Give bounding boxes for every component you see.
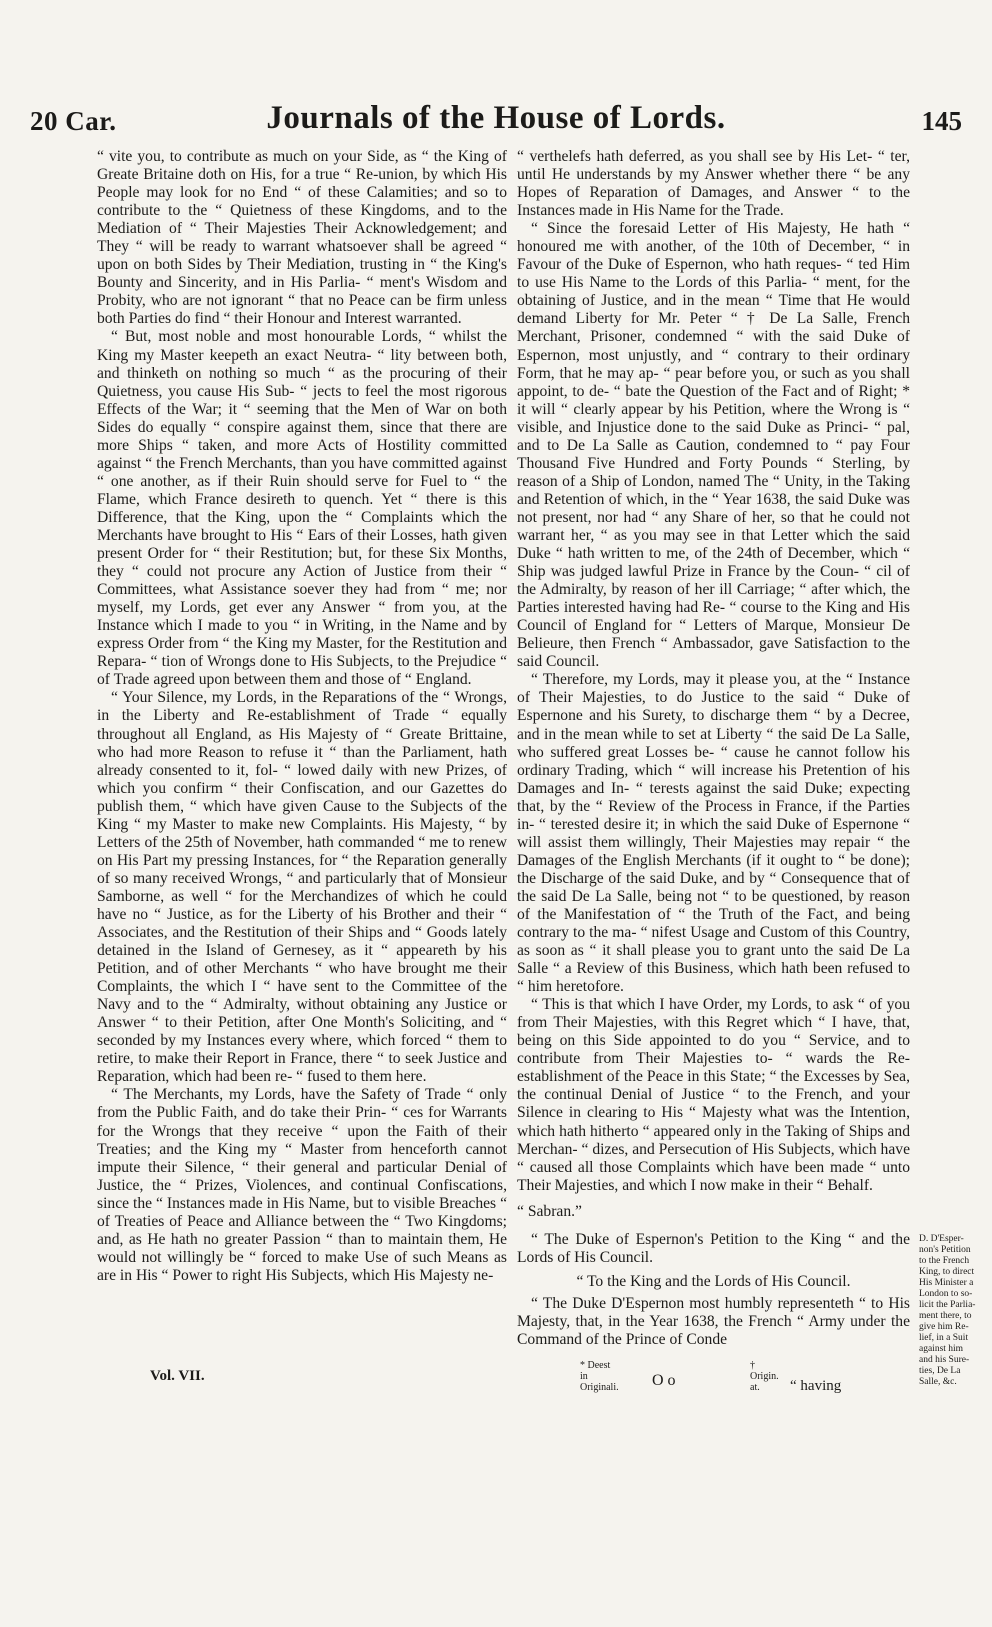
signature: “ Sabran.”: [517, 1202, 582, 1220]
paragraph: “ vite you, to contribute as much on your Side, as “ the King of Greate Britaine doth on His, for a true “ Re-union, by which His People may look for no End “ of these Calamities; and so to contribute to the “ Quietness of these Kingdoms, and to the Mediation of “ Their Majesties Their Acknowledgement; and They “ will be ready to warrant whatsoever shall be agreed “ upon on both Sides by Their Mediation, trusting in “ the King's Bounty and Sincerity, and in His Parlia- “ ment's Wisdom and Probity, who are not ignorant “ that no Peace can be firm unless both Parties do find “ their Honour and Interest warranted.: [97, 148, 507, 328]
footnote-2: † Origin. at.: [750, 1360, 779, 1393]
margin-note-line: licit the Parlia-: [919, 1300, 976, 1310]
margin-note-line: non's Petition: [919, 1245, 971, 1255]
running-head-left: 20 Car.: [30, 106, 117, 136]
paragraph: “ The Merchants, my Lords, have the Safety of Trade “ only from the Public Faith, and do take their Prin- “ ces for Warrants for the Wrongs that they receive “ upon the Faith of their Treaties; and the King my “ Master from henceforth cannot impute their Silence, “ their general and particular Denial of Justice, the “ Prizes, Violences, and continual Confiscations, since the “ Instances made in His Name, but to visible Breaches “ of Treaties of Peace and Alliance between the “ Two Kingdoms; and, as He hath no greater Passion “ than to maintain them, He would not willingly be “ forced to make Use of such Means as are in His “ Power to right His Subjects, which His Majesty ne-: [97, 1086, 507, 1284]
address-heading: “ To the King and the Lords of His Council.: [576, 1272, 851, 1290]
margin-note-line: against him: [919, 1344, 964, 1354]
petition-text: “ The Duke D'Espernon most humbly representeth “ to His Majesty, that, in the Year 1638, the French “ Army under the Command of the Prince of Conde: [517, 1294, 910, 1348]
margin-note-line: give him Re-: [919, 1322, 969, 1332]
paragraph: “ But, most noble and most honourable Lords, “ whilst the King my Master keepeth an exact Neutra- “ lity between both, and thinketh on nothing so much “ as the procuring of their Quietness, you cause His Sub- “ jects to feel the most rigorous Effects of the War; it “ seeming that the Men of War on both Sides do equally “ conspire against them, since that there are more Ships “ taken, and more Acts of Hostility committed against “ the French Merchants, than you have committed against “ one another, as if their Ruin should serve for Fuel to “ the Flame, which France desireth to quench. Yet “ there is this Difference, that the King, upon the “ Complaints which the Merchants have brought to His “ Ears of their Losses, hath given present Order for “ their Restitution; but, for these Six Months, they “ could not procure any Action of Justice from their “ Committees, what Assistance soever they had from “ me; nor myself, my Lords, get ever any Answer “ from you, at the Instance which I made to you “ in Writing, in the Name and by express Order from “ the King my Master, for the Restitution and Repara- “ tion of Wrongs done to His Subjects, to the Prejudice “ of Trade agreed upon between them and those of “ England.: [97, 328, 507, 689]
margin-note-line: Salle, &c.: [919, 1377, 957, 1387]
margin-note: [919, 1234, 985, 1388]
margin-note-line: and his Sure-: [919, 1355, 970, 1365]
margin-note-line: King, to direct: [919, 1267, 975, 1277]
margin-note-line: to the French: [919, 1256, 970, 1266]
right-column: [517, 148, 910, 1349]
paragraph: “ Your Silence, my Lords, in the Reparations of the “ Wrongs, in the Liberty and Re-establishment of Trade “ equally throughout all England, as His Majesty of “ Greate Brittaine, who had more Reason to refuse it “ than the Parliament, hath already consented to it, fol- “ lowed daily with new Prizes, of which you confirm “ their Confiscation, and our Gazettes do publish them, “ which have given Cause to the Subjects of the King “ my Master to make new Complaints. His Majesty, “ by Letters of the 25th of November, hath commanded “ me to renew on His Part my pressing Instances, for “ the Reparation generally of so many received Wrongs, “ and particularly that of Monsieur Samborne, as well “ for the Merchandizes of which he could have no “ Justice, as for the Liberty of his Brother and their “ Associates, and the Restitution of their Ships and “ Goods lately detained in the Island of Gernesey, as it “ appeareth by his Petition, and of other Merchants “ who have brought me their Complaints, the which I “ have sent to the Committee of the Navy and to the “ Admiralty, without obtaining any Justice or Answer “ to their Petition, after One Month's Soliciting, and “ seconded by my Instances every where, which forced “ them to retire, to make their Report in France, there “ to seek Justice and Reparation, which had been re- “ fused to them here.: [97, 689, 507, 1086]
running-title: Journals of the House of Lords.: [266, 100, 726, 136]
paragraph: “ verthelefs hath deferred, as you shall see by His Let- “ ter, until He understands by my Answer whether there “ be any Hopes of Reparation of Damages, and Answer “ to the Instances made in His Name for the Trade.: [517, 148, 910, 220]
margin-note-line: D. D'Esper-: [919, 1234, 964, 1244]
page-number: 145: [921, 106, 962, 136]
paragraph: “ Therefore, my Lords, may it please you, at the “ Instance of Their Majesties, to do Justice to the said “ Duke of Espernone and his Surety, to discharge them “ by a Decree, and in the mean while to set at Liberty “ the said De La Salle, who suffered great Losses be- “ cause he cannot follow his ordinary Trading, which “ will increase his Pretention of his Damages and In- “ terests against the said Duke; expecting that, by the “ Review of the Process in France, if the Parties in- “ terested desire it; in which the said Duke of Espernone “ will assist them willingly, Their Majesties may repair “ the Damages of the English Merchants (if it ought to “ be done); the Discharge of the said Duke, and by “ Consequence that of the said De La Salle, being not “ to be questioned, by reason of the Manifestation of “ the Truth of the Fact, and being contrary to the ma- “ nifest Usage and Custom of this Country, as soon as “ it shall please you to grant unto the said De La Salle “ a Review of this Business, which hath been refused to “ him heretofore.: [517, 671, 910, 996]
page-header: [0, 98, 992, 142]
left-column: [97, 148, 507, 1285]
paragraph: “ This is that which I have Order, my Lords, to ask “ of you from Their Majesties, with this Regret which “ I have, that, being on this Side appointed to do you “ Service, and to contribute from Their Majesties to- “ wards the Re-establishment of the Peace in this State; “ the Excesses by Sea, the continual Denial of Justice “ to the French, and your Silence in clearing to His “ Majesty what was the Intention, which hath hitherto “ appeared only in the Taking of Ships and Merchan- “ dizes, and Persecution of His Subjects, which have “ caused all those Complaints which have been made “ unto Their Majesties, and which I now make in their “ Behalf.: [517, 996, 910, 1194]
margin-note-line: lief, in a Suit: [919, 1333, 969, 1343]
catchword: “ having: [790, 1378, 842, 1394]
margin-note-line: London to so-: [919, 1289, 973, 1299]
footnote-1: * Deest in Originali.: [580, 1360, 619, 1393]
margin-note-line: His Minister a: [919, 1278, 974, 1288]
paragraph: “ Since the foresaid Letter of His Majesty, He hath “ honoured me with another, of the 10th of December, “ in Favour of the Duke of Espernon, who hath reques- “ ted Him to use His Name to the Lords of this Parlia- “ ment, for the obtaining of Justice, and in the mean “ Time that He would demand Liberty for Mr. Peter “ † De La Salle, French Merchant, Prisoner, condemned “ with the said Duke of Espernon, most unjustly, and “ contrary to their ordinary Form, that he may ap- “ pear before you, or such as you shall appoint, to de- “ bate the Question of the Fact and of Right; * it will “ clearly appear by his Petition, where the Wrong is “ visible, and Injustice done to the said Duke as Princi- “ pal, and to De La Salle as Caution, condemned to “ pay Four Thousand Five Hundred and Forty Pounds “ Sterling, by reason of a Ship of London, named The “ Unity, in the Taking and Retention of which, in the “ Year 1638, the said Duke was not present, nor had “ any Share of her, so that he could not warrant her, “ as you may see in that Letter which the said Duke “ hath written to me, of the 24th of December, which “ Ship was judged lawful Prize in France by the Coun- “ cil of the Admiralty, by reason of her ill Carriage; “ after which, the Parties interested having had Re- “ course to the King and His Council of England for “ Letters of Marque, Monsieur De Belieure, then French “ Ambassador, gave Satisfaction to the said Council.: [517, 220, 910, 671]
petition-heading: “ The Duke of Espernon's Petition to the King “ and the Lords of His Council.: [517, 1230, 910, 1266]
signature-mark: O o: [652, 1372, 676, 1389]
volume-label: Vol. VII.: [150, 1368, 205, 1384]
margin-note-line: ment there, to: [919, 1311, 972, 1321]
margin-note-line: ties, De La: [919, 1366, 961, 1376]
